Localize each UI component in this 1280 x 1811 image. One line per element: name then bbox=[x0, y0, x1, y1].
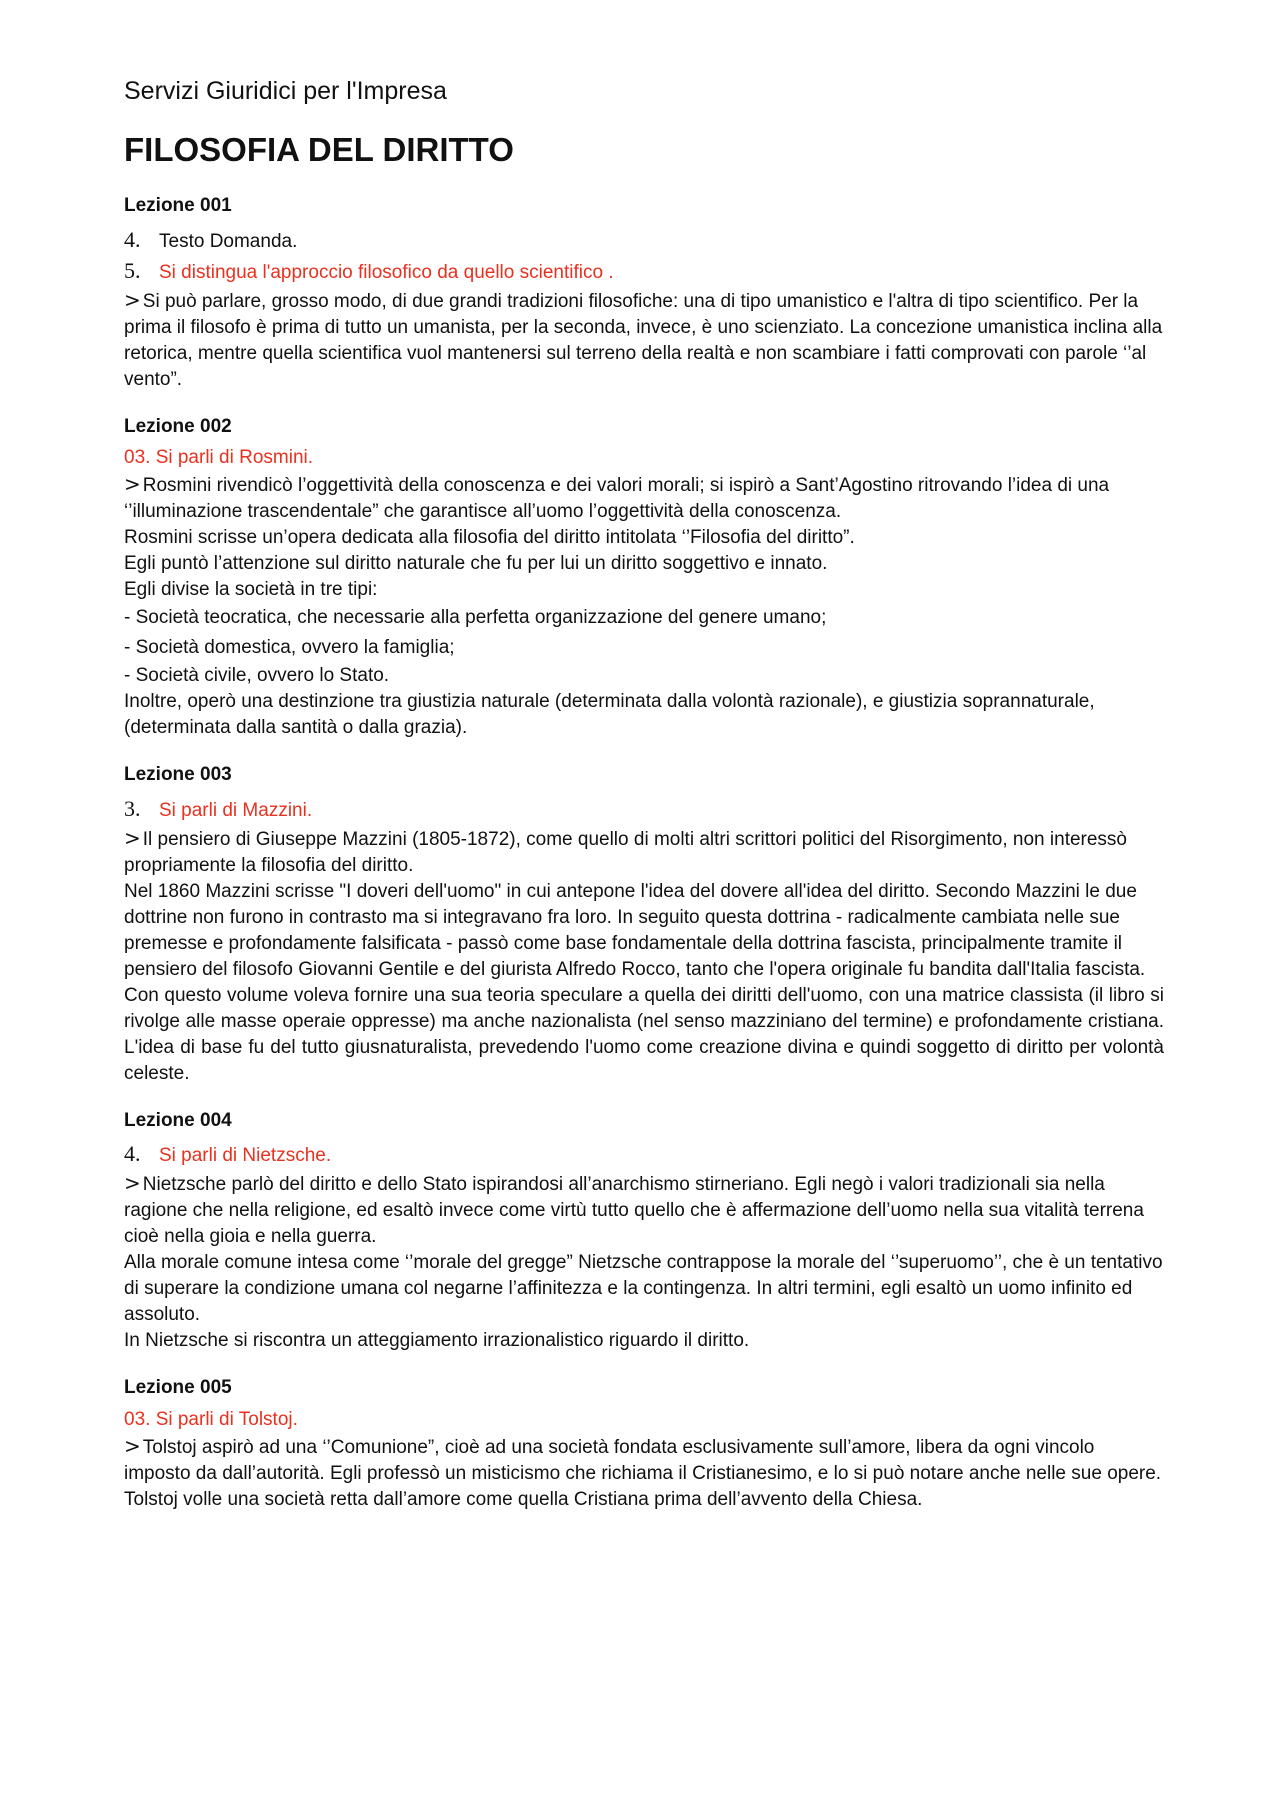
lesson-heading: Lezione 001 bbox=[124, 195, 232, 217]
lesson-005 bbox=[124, 1376, 1164, 1513]
answer-arrow-icon: > bbox=[124, 1433, 141, 1458]
question-text: 03. Si parli di Rosmini. bbox=[124, 447, 314, 469]
lesson-heading: Lezione 002 bbox=[124, 415, 232, 437]
question-text: 03. Si parli di Tolstoj. bbox=[124, 1408, 298, 1430]
lesson-001 bbox=[124, 194, 1164, 392]
lesson-heading: Lezione 003 bbox=[124, 764, 232, 786]
answer-paragraph: Tolstoj volle una società retta dall’amore come quella Cristiana prima dell’avvento della Chiesa. bbox=[124, 1488, 923, 1510]
lesson-heading: Lezione 004 bbox=[124, 1109, 232, 1131]
course-subtitle: Servizi Giuridici per l'Impresa bbox=[124, 77, 447, 105]
answer-paragraph: In Nietzsche si riscontra un atteggiamento irrazionalistico riguardo il diritto. bbox=[124, 1330, 750, 1352]
question-number: 4. bbox=[124, 226, 141, 252]
answer-line: Egli divise la società in tre tipi: bbox=[124, 579, 378, 601]
question-text: Si parli di Mazzini. bbox=[159, 799, 313, 821]
answer-paragraph: > Rosmini rivendicò l’oggettività della conoscenza e dei valori morali; si ispirò a Sant’Agostino ritrovando l’idea di una ‘’illuminazione trascendentale” che garantisce all’uomo l’oggettività della conoscenza. bbox=[124, 472, 1110, 523]
answer-paragraph: > Nietzsche parlò del diritto e dello Stato ispirandosi all’anarchismo stirneriano. Egli negò i valori tradizionali sia nella ragione che nella religione, ed esaltò invece come virtù tutto quello che è affermazione dell’uomo nella sua vitalità terrena cioè nella gioia e nella guerra. bbox=[124, 1171, 1144, 1248]
question bbox=[124, 256, 1164, 287]
lesson-004 bbox=[124, 1109, 1164, 1354]
question-number: 3. bbox=[124, 795, 141, 821]
answer-paragraph: > Il pensiero di Giuseppe Mazzini (1805-1872), come quello di molti altri scrittori politici del Risorgimento, non interessò propriamente la filosofia del diritto. bbox=[124, 825, 1127, 876]
question-text: Si distingua l'approccio filosofico da quello scientifico . bbox=[159, 261, 614, 283]
dash-bullet-icon: - bbox=[124, 665, 131, 687]
question-label bbox=[124, 225, 1164, 256]
question-number: 4. bbox=[124, 1141, 141, 1167]
answer-paragraph: > Tolstoj aspirò ad una ‘’Comunione”, cioè ad una società fondata esclusivamente sull’amore, libera da ogni vincolo imposto da dall’autorità. Egli professò un misticismo che richiama il Cristianesimo, e lo si può notare anche nelle sue opere. bbox=[124, 1433, 1162, 1484]
lesson-003 bbox=[124, 763, 1164, 1086]
answer-arrow-icon: > bbox=[124, 287, 141, 312]
document-title: FILOSOFIA DEL DIRITTO bbox=[124, 131, 514, 168]
list-item: - Società teocratica, che necessarie alla perfetta organizzazione del genere umano; bbox=[124, 607, 827, 629]
document-page bbox=[124, 76, 1164, 1535]
question-text: Si parli di Nietzsche. bbox=[159, 1145, 332, 1167]
answer-closing: Inoltre, operò una destinzione tra giustizia naturale (determinata dalla volontà razionale), e giustizia soprannaturale, (determinata dalla santità o dalla grazia). bbox=[124, 691, 1095, 739]
question-number: 5. bbox=[124, 257, 141, 283]
lesson-002 bbox=[124, 415, 1164, 742]
lesson-heading: Lezione 005 bbox=[124, 1377, 232, 1399]
answer-line: Egli puntò l’attenzione sul diritto naturale che fu per lui un diritto soggettivo e innato. bbox=[124, 553, 828, 575]
answer-arrow-icon: > bbox=[124, 825, 141, 850]
answer-paragraph: Alla morale comune intesa come ‘’morale del gregge” Nietzsche contrappose la morale del ‘’superuomo’’, che è un tentativo di superare la condizione umana col negarne l’affinitezza e la contingenza. In altri termini, egli esaltò un uomo infinito ed assoluto. bbox=[124, 1252, 1163, 1326]
answer-paragraph: > Si può parlare, grosso modo, di due grandi tradizioni filosofiche: una di tipo umanistico e l'altra di tipo scientifico. Per la prima il filosofo è prima di tutto un umanista, per la seconda, invece, è uno scienziato. La concezione umanistica inclina alla retorica, mentre quella scientifica vuol mantenersi sul terreno della realtà e non scambiare i fatti comprovati con parole ‘’al vento”. bbox=[124, 287, 1163, 390]
list-item: - Società domestica, ovvero la famiglia; bbox=[124, 637, 455, 659]
dash-bullet-icon: - bbox=[124, 637, 131, 659]
answer-line: Rosmini scrisse un’opera dedicata alla filosofia del diritto intitolata ‘’Filosofia del diritto”. bbox=[124, 527, 855, 549]
question bbox=[124, 1139, 1164, 1170]
answer-paragraph: Con questo volume voleva fornire una sua teoria speculare a quella dei diritti dell'uomo, con una matrice classista (il libro si rivolge alle masse operaie oppresse) ma anche nazionalista (nel senso mazziniano del termine) e profondamente cristiana. L'idea di base fu del tutto giusnaturalista, prevedendo l'uomo come creazione divina e quindi soggetto di diritto per volontà celeste. bbox=[124, 984, 1164, 1084]
dash-bullet-icon: - bbox=[124, 607, 131, 629]
answer-arrow-icon: > bbox=[124, 1171, 141, 1196]
question-label-text: Testo Domanda. bbox=[159, 230, 298, 252]
list-item: - Società civile, ovvero lo Stato. bbox=[124, 665, 390, 687]
question bbox=[124, 794, 1164, 825]
answer-arrow-icon: > bbox=[124, 472, 141, 497]
answer-paragraph: Nel 1860 Mazzini scrisse "I doveri dell'uomo" in cui antepone l'idea del dovere all'idea del diritto. Secondo Mazzini le due dottrine non furono in contrasto ma si integravano fra loro. In seguito questa dottrina - radicalmente cambiata nelle sue premesse e profondamente falsificata - passò come base fondamentale della dottrina fascista, principalmente tramite il pensiero del filosofo Giovanni Gentile e del giurista Alfredo Rocco, tanto che l'opera originale fu bandita dall'Italia fascista. bbox=[124, 880, 1146, 980]
